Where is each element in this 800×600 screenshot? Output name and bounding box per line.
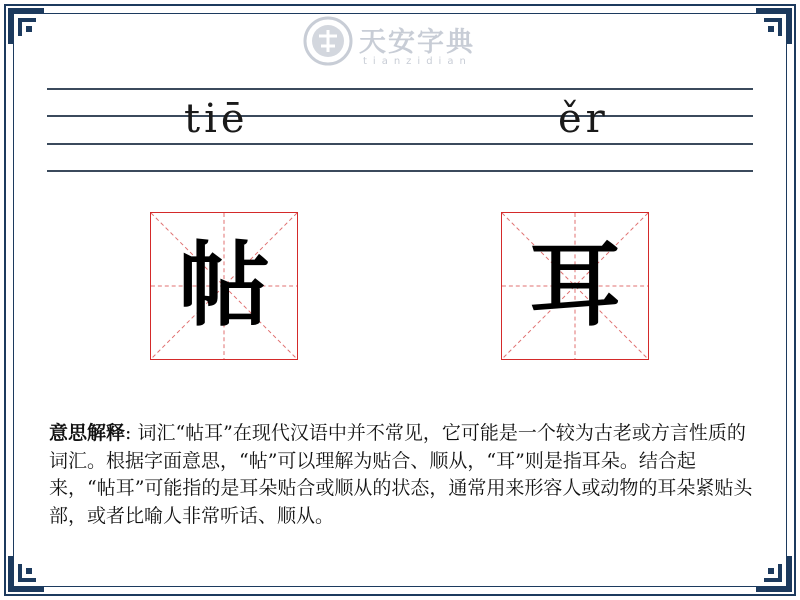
corner-ornament-icon: [6, 554, 46, 594]
pinyin-ruled-lines: [47, 88, 753, 174]
explanation-text: 词汇“帖耳”在现代汉语中并不常见，它可能是一个较为古老或方言性质的词汇。根据字面意思，“帖”可以理解为贴合、顺从，“耳”则是指耳朵。结合起来，“帖耳”可能指的是耳朵贴合或顺从的状态，通常用来形容人或动物的耳朵紧贴头部，或者比喻人非常听话、顺从。: [49, 422, 753, 527]
pinyin-syllable: ěr: [558, 96, 609, 142]
site-logo: [303, 16, 503, 72]
tianzidian-seal-icon: [303, 16, 353, 66]
chinese-character: 耳: [528, 232, 621, 339]
corner-ornament-icon: [6, 6, 46, 46]
character-grid: [501, 212, 649, 360]
explanation-paragraph: [49, 420, 754, 530]
logo-subtitle: tianzidian: [363, 56, 472, 67]
logo-title: 天安字典: [359, 27, 475, 58]
pinyin-syllable: tiē: [184, 96, 249, 142]
chinese-character: 帖: [177, 232, 270, 339]
explanation-label: 意思解释: [49, 422, 126, 444]
character-grid: [150, 212, 298, 360]
explanation-separator: :: [125, 422, 138, 444]
corner-ornament-icon: [754, 6, 794, 46]
corner-ornament-icon: [754, 554, 794, 594]
